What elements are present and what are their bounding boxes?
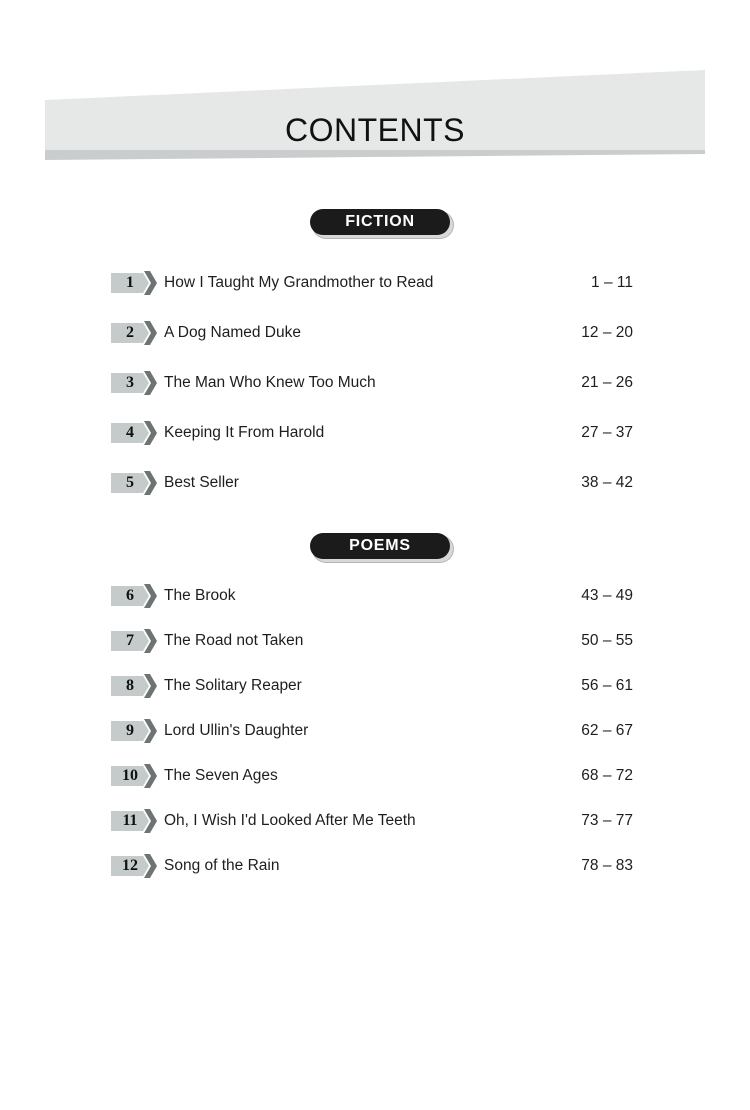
- header-banner: [45, 70, 705, 162]
- chapter-title: Lord Ullin's Daughter: [164, 722, 309, 739]
- chapter-number: 5: [126, 474, 134, 491]
- chapter-number: 12: [122, 857, 138, 874]
- chapter-number: 8: [126, 677, 134, 694]
- chapter-number-badge: [111, 719, 157, 743]
- chapter-number: 10: [122, 767, 138, 784]
- page-range: 38 – 42: [581, 474, 633, 491]
- page-range: 43 – 49: [581, 587, 633, 604]
- page-range: 21 – 26: [581, 374, 633, 391]
- page-range: 68 – 72: [581, 767, 633, 784]
- chapter-title: The Solitary Reaper: [164, 677, 302, 694]
- toc-row[interactable]: [111, 674, 633, 698]
- chapter-number-badge: [111, 471, 157, 495]
- toc-row[interactable]: [111, 271, 633, 295]
- page-range: 50 – 55: [581, 632, 633, 649]
- chapter-number: 6: [126, 587, 134, 604]
- page-range: 62 – 67: [581, 722, 633, 739]
- chapter-number-badge: [111, 271, 157, 295]
- toc-row[interactable]: [111, 421, 633, 445]
- chapter-title: A Dog Named Duke: [164, 324, 301, 341]
- chapter-number-badge: [111, 321, 157, 345]
- toc-row[interactable]: [111, 809, 633, 833]
- chapter-title: The Road not Taken: [164, 632, 304, 649]
- chapter-title: How I Taught My Grandmother to Read: [164, 274, 434, 291]
- section-label-fiction: FICTION: [310, 209, 450, 235]
- chapter-number-badge: [111, 764, 157, 788]
- chapter-title: The Brook: [164, 587, 236, 604]
- chapter-number-badge: [111, 674, 157, 698]
- page-range: 1 – 11: [591, 274, 633, 291]
- chapter-title: Keeping It From Harold: [164, 424, 325, 441]
- chapter-number-badge: [111, 421, 157, 445]
- chapter-number-badge: [111, 629, 157, 653]
- chapter-number: 1: [126, 274, 134, 291]
- page-range: 27 – 37: [581, 424, 633, 441]
- page-range: 56 – 61: [581, 677, 633, 694]
- chapter-title: The Man Who Knew Too Much: [164, 374, 376, 391]
- chapter-title: Oh, I Wish I'd Looked After Me Teeth: [164, 812, 416, 829]
- toc-row[interactable]: [111, 471, 633, 495]
- chapter-title: The Seven Ages: [164, 767, 278, 784]
- toc-row[interactable]: [111, 371, 633, 395]
- chapter-number: 2: [126, 324, 134, 341]
- chapter-number: 4: [126, 424, 134, 441]
- toc-row[interactable]: [111, 719, 633, 743]
- chapter-title: Best Seller: [164, 474, 239, 491]
- toc-row[interactable]: [111, 584, 633, 608]
- chapter-number-badge: [111, 584, 157, 608]
- chapter-number: 11: [122, 812, 138, 829]
- chapter-number: 9: [126, 722, 134, 739]
- chapter-number: 7: [126, 632, 134, 649]
- toc-row[interactable]: [111, 854, 633, 878]
- chapter-number-badge: [111, 854, 157, 878]
- page-range: 12 – 20: [581, 324, 633, 341]
- page-range: 78 – 83: [581, 857, 633, 874]
- section-label-poems: POEMS: [310, 533, 450, 559]
- toc-row[interactable]: [111, 629, 633, 653]
- toc-row[interactable]: [111, 321, 633, 345]
- chapter-number-badge: [111, 371, 157, 395]
- toc-row[interactable]: [111, 764, 633, 788]
- chapter-number-badge: [111, 809, 157, 833]
- page-range: 73 – 77: [581, 812, 633, 829]
- page-title: CONTENTS: [285, 112, 465, 148]
- chapter-number: 3: [126, 374, 134, 391]
- chapter-title: Song of the Rain: [164, 857, 280, 874]
